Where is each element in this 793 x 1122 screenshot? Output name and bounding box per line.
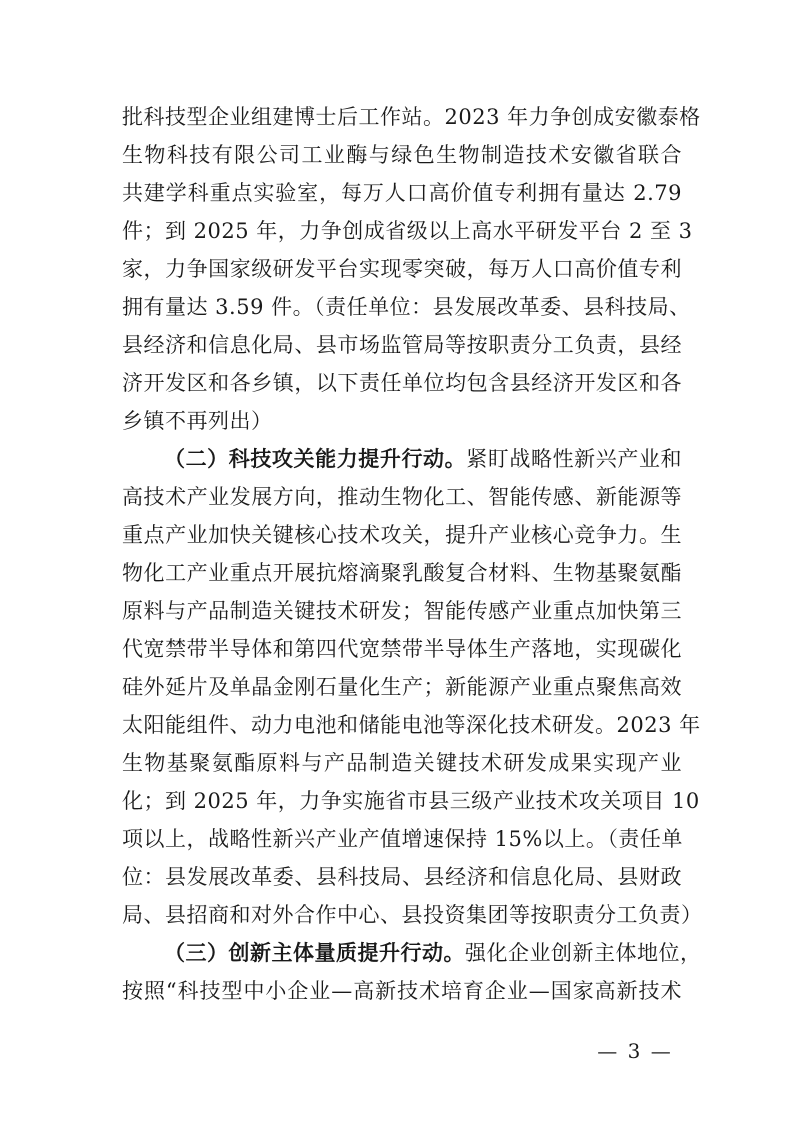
text-line: 原料与产品制造关键技术研发；智能传感产业重点加快第三	[122, 599, 682, 623]
section-heading-text: 强化企业创新主体地位，	[465, 941, 702, 965]
section-heading-line	[122, 934, 702, 972]
text-line: 代宽禁带半导体和第四代宽禁带半导体生产落地，实现碳化	[122, 637, 682, 661]
text-line: 重点产业加快关键核心技术攻关，提升产业核心竞争力。生	[122, 523, 682, 547]
text-line: 硅外延片及单晶金刚石量化生产；新能源产业重点聚焦高效	[122, 675, 682, 699]
section-heading: （二）科技攻关能力提升行动。	[164, 446, 467, 471]
section-heading: （三）创新主体量质提升行动。	[164, 940, 465, 965]
text-line: 共建学科重点实验室，每万人口高价值专利拥有量达 2.79	[122, 181, 682, 205]
text-line: 件；到 2025 年，力争创成省级以上高水平研发平台 2 至 3	[122, 219, 693, 243]
text-line: 批科技型企业组建博士后工作站。2023 年力争创成安徽泰格	[122, 105, 701, 129]
text-line: 拥有量达 3.59 件。（责任单位：县发展改革委、县科技局、	[122, 295, 691, 319]
text-line: 家，力争国家级研发平台实现零突破，每万人口高价值专利	[122, 257, 682, 281]
text-line: 生物基聚氨酯原料与产品制造关键技术研发成果实现产业	[122, 751, 682, 775]
document-body	[122, 98, 703, 1010]
text-line: 位：县发展改革委、县科技局、县经济和信息化局、县财政	[122, 865, 682, 889]
text-line: 项以上，战略性新兴产业产值增速保持 15%以上。（责任单	[122, 827, 683, 851]
text-line: 县经济和信息化局、县市场监管局等按职责分工负责，县经	[122, 333, 682, 357]
text-line: 高技术产业发展方向，推动生物化工、智能传感、新能源等	[122, 485, 682, 509]
text-line: 乡镇不再列出）	[122, 409, 273, 433]
text-line: 按照“科技型中小企业—高新技术培育企业—国家高新技术	[122, 979, 682, 1003]
text-line: 太阳能组件、动力电池和储能电池等深化技术研发。2023 年	[122, 713, 701, 737]
text-line: 生物科技有限公司工业酶与绿色生物制造技术安徽省联合	[122, 143, 682, 167]
text-line: 济开发区和各乡镇，以下责任单位均包含县经济开发区和各	[122, 371, 682, 395]
section-heading-line	[122, 440, 682, 478]
text-line: 化；到 2025 年，力争实施省市县三级产业技术攻关项目 10	[122, 789, 700, 813]
text-line: 物化工产业重点开展抗熔滴聚乳酸复合材料、生物基聚氨酯	[122, 561, 682, 585]
page-number: — 3 —	[597, 1039, 673, 1063]
section-heading-text: 紧盯战略性新兴产业和	[466, 447, 683, 471]
text-line: 局、县招商和对外合作中心、县投资集团等按职责分工负责）	[122, 903, 703, 927]
